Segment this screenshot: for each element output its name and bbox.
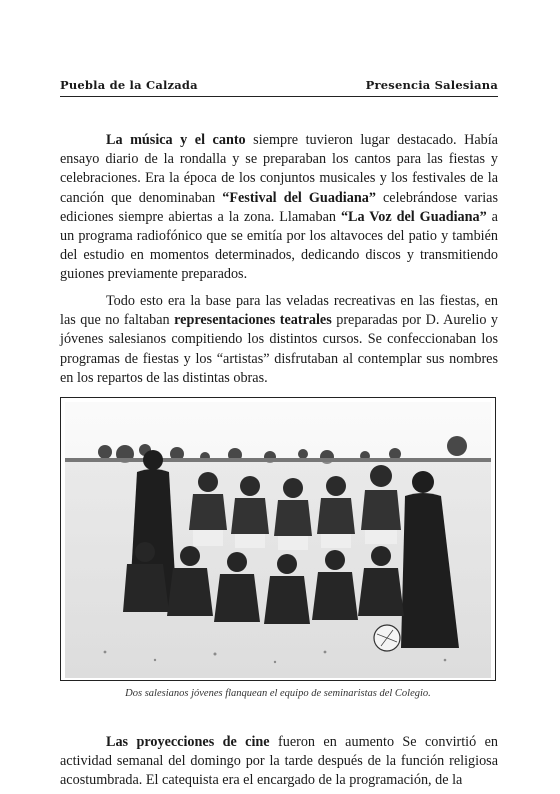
- festival-name: “Festival del Guadiana”: [222, 189, 376, 206]
- theatre-text-1: Todo esto era la base para las veladas recreativas en las fiestas, en las que no faltaban: [60, 293, 498, 329]
- theatre-text-2: preparadas por D. Aurelio y jóvenes salesianos compitiendo los distintos cursos. Se confeccionaban los programas de fiestas y los “artistas” disfrutaban al contemplar sus nombres en los repartos de las distintas obras.: [60, 312, 499, 386]
- paragraph-cinema: [60, 733, 498, 791]
- music-text-1: siempre tuvieron lugar destacado. Había ensayo diario de la rondalla y se preparaban los cantos para las fiestas y celebraciones. Era la época de los conjuntos musicales y los festivales de la canción que denominaban: [60, 132, 498, 206]
- running-header: [60, 78, 498, 92]
- paragraph-music: [60, 131, 498, 285]
- music-text-2: celebrándose varias ediciones siempre abiertas a la zona. Llamaban: [60, 189, 498, 225]
- theatre-bold: representaciones teatrales: [174, 312, 332, 329]
- radio-name: “La Voz del Guadiana”: [340, 208, 487, 225]
- team-photo: [65, 402, 491, 678]
- header-left-title: Puebla de la Calzada: [60, 78, 198, 92]
- header-right-title: Presencia Salesiana: [365, 78, 498, 92]
- paragraph-theatre: [60, 292, 498, 388]
- team-photo-frame: [60, 397, 496, 681]
- photo-caption: Dos salesianos jóvenes flanquean el equipo de seminaristas del Colegio.: [125, 688, 431, 699]
- cinema-lead: Las proyecciones de cine: [106, 734, 270, 750]
- music-lead: La música y el canto: [106, 132, 246, 148]
- cinema-text-1: fueron en aumento Se convirtió en actividad semanal del domingo por la tarde después de la función religiosa acostumbrada. El catequista era el encargado de la programación, de la: [60, 734, 498, 789]
- music-text-3: a un programa radiofónico que se emitía por los altavoces del patio y también del estudio en momentos determinados, dedicando discos y transmitiendo guiones previamente preparados.: [60, 208, 498, 283]
- header-rule: [60, 96, 498, 97]
